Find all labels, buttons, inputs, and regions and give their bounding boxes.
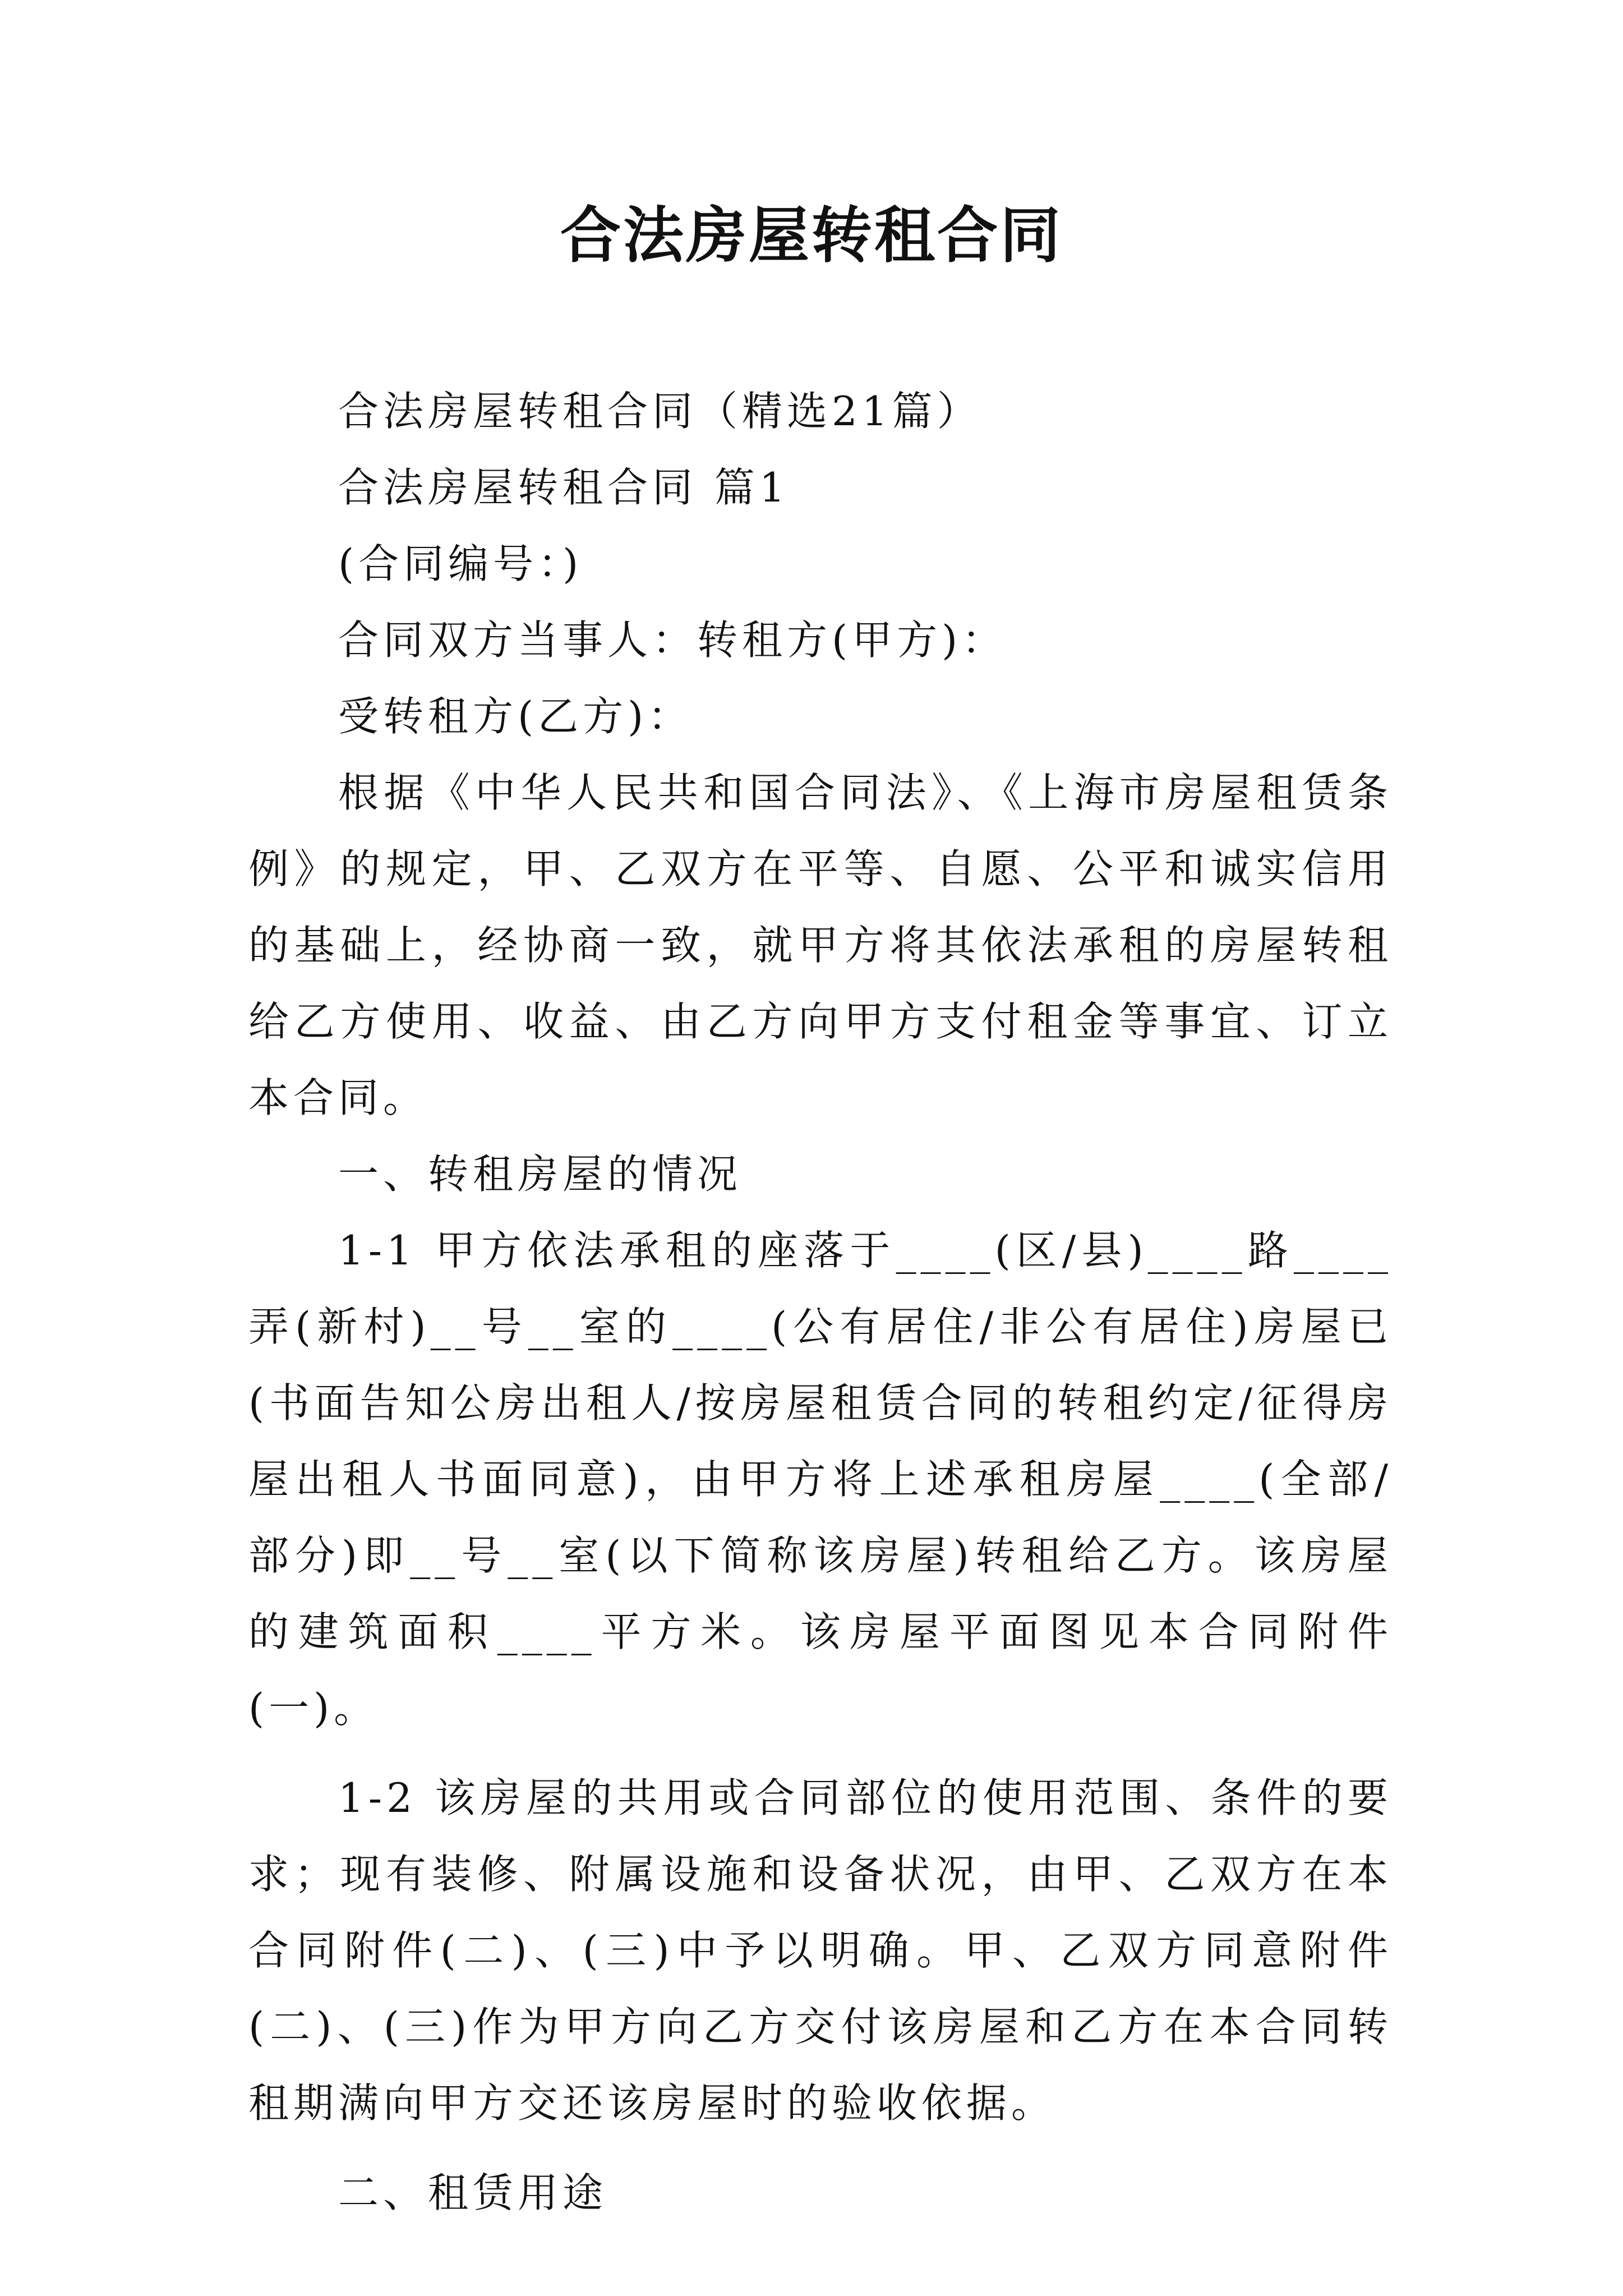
paragraph-clause-heading-1: 一、转租房屋的情况 [338,1151,743,1198]
paragraph-clause-heading-2: 二、租赁用途 [338,2169,608,2216]
paragraph-subtitle: 合法房屋转租合同（精选21篇） [338,388,982,435]
document-title: 合法房屋转租合同 [560,200,1063,271]
paragraph-party-a: 合同双方当事人：转租方(甲方)： [338,616,1007,664]
paragraph-party-b: 受转租方(乙方)： [338,693,693,740]
paragraph-preamble: 根据《中华人民共和国合同法》、《上海市房屋租赁条例》的规定，甲、乙双方在平等、自愿、公平和诚实信用的基础上，经协商一致，就甲方将其依法承租的房屋转租给乙方使用、收益、由乙方向甲方支付租金等事宜、订立本合同。 [248,769,1393,1121]
paragraph-clause-1-1: 1-1 甲方依法承租的座落于____(区/县)____路____弄(新村)__号__室的____(公有居住/非公有居住)房屋已(书面告知公房出租人/按房屋租赁合同的转租约定/征得房屋出租人书面同意)，由甲方将上述承租房屋____(全部/部分)即__号__室(以下简称该房屋)转租给乙方。该房屋的建筑面积____平方米。该房屋平面图见本合同附件(一)。 [248,1227,1393,1732]
document-body [248,373,1393,2231]
paragraph-clause-1-2: 1-2 该房屋的共用或合同部位的使用范围、条件的要求；现有装修、附属设施和设备状况，由甲、乙双方在本合同附件(二)、(三)中予以明确。甲、乙双方同意附件(二)、(三)作为甲方向乙方交付该房屋和乙方在本合同转租期满向甲方交还该房屋时的验收依据。 [248,1774,1393,2127]
paragraph-section-heading: 合法房屋转租合同 篇1 [338,464,790,511]
paragraph-contract-number: (合同编号：) [338,540,583,587]
